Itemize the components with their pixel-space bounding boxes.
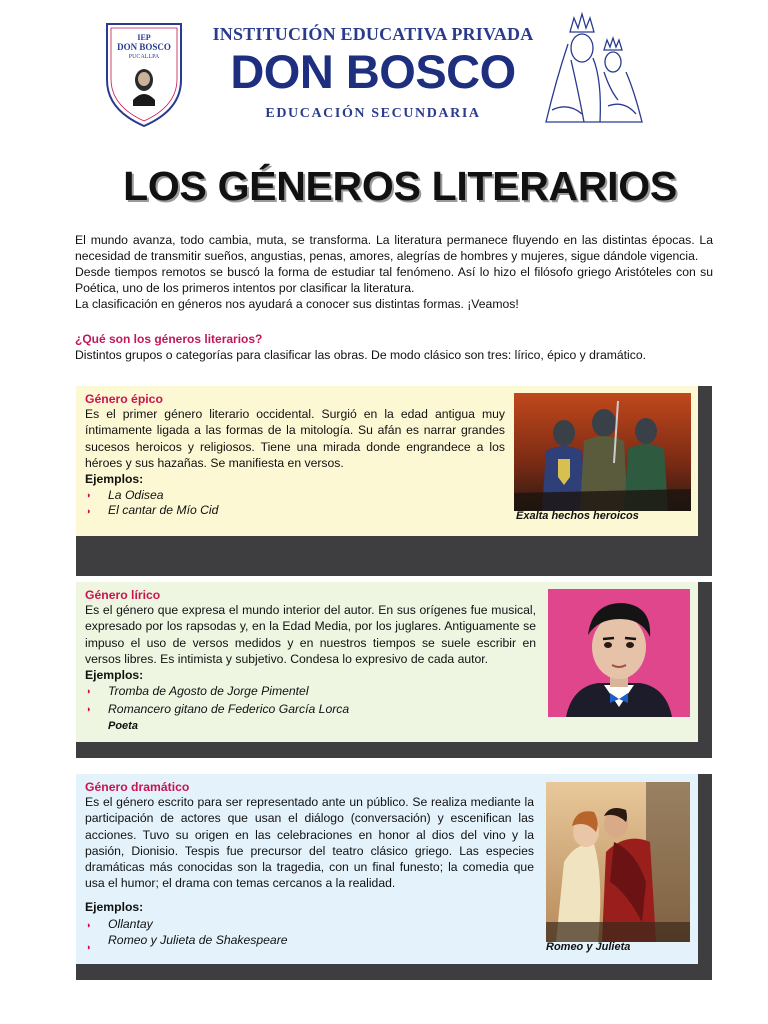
epic-example-1: La Odisea	[108, 488, 164, 502]
bullet-icon: ◗	[86, 490, 92, 500]
epic-image-caption: Exalta hechos heroicos	[516, 510, 639, 522]
drama-examples-label: Ejemplos:	[85, 900, 144, 914]
lyric-title: Género lírico	[85, 588, 161, 602]
epic-example-2: El cantar de Mío Cid	[108, 503, 219, 517]
drama-example-2: Romeo y Julieta de Shakespeare	[108, 933, 288, 947]
drama-image-caption: Romeo y Julieta	[546, 941, 631, 953]
school-shield-logo	[103, 18, 185, 130]
lyric-examples-label: Ejemplos:	[85, 668, 144, 682]
epic-title: Género épico	[85, 392, 163, 406]
shield-line-2: DON BOSCO	[117, 42, 171, 52]
intro-paragraph: Desde tiempos remotos se buscó la forma de estudiar tal fenómeno. Así lo hizo el filósofo griego Aristóteles con su Poética, uno de los primeros intentos por clasificar la literatura.	[75, 265, 713, 295]
intro-paragraph: El mundo avanza, todo cambia, muta, se transforma. La literatura permanece fluyendo en las distintas épocas. La necesidad de transmitir sueños, angustias, penas, amores, alegrías de hombres y mujeres, sigue dándole vigencia.	[75, 233, 713, 263]
shield-line-1: IEP	[137, 33, 151, 42]
drama-description: Es el género escrito para ser representado ante un público. Se realiza mediante la participación de actores que usan el diálogo (conversación) y escenifican las acciones. Tuvo su origen en las celebraciones en honor al dios del vino y la pasión, Dionisio. Tespis fue precursor del teatro clásico griego. Las especies dramáticas más conocidas son la tragedia, con un final funesto; la comedia que usa el humor; el drama con temas cercanos a la realidad.	[85, 795, 534, 891]
lyric-description: Es el género que expresa el mundo interior del autor. En sus orígenes fue musical, expresado por los rapsodas y, en la Edad Media, por los juglares. Antiguamente se impuso el uso de versos medidos y en nuestros tiempos se suele escribir en versos libres. Es intimista y subjetivo. Condesa lo expresivo de cada autor.	[85, 603, 536, 666]
page-title: LOS GÉNEROS LITERARIOS	[123, 163, 677, 209]
intro-text	[75, 232, 713, 312]
lyric-image-caption: Poeta	[108, 720, 138, 732]
epic-description: Es el primer género literario occidental. Surgió en la edad antigua muy íntimamente ligada a las formas de la mitología. Su afán es narrar grandes sucesos heroicos y religiosos. Tiene una mirada donde engrandece a los héroes y sus hazañas. Se manifiesta en versos.	[85, 407, 505, 470]
institution-type: INSTITUCIÓN EDUCATIVA PRIVADA	[212, 24, 534, 44]
bullet-icon: ◗	[86, 704, 92, 714]
bullet-icon: ◗	[86, 942, 92, 952]
epic-genre-section	[76, 386, 698, 536]
bullet-icon: ◗	[86, 686, 92, 696]
romeo-juliet-painting-image	[546, 782, 690, 942]
bullet-icon: ◗	[86, 920, 92, 930]
bullet-icon: ◗	[86, 506, 92, 516]
education-level: EDUCACIÓN SECUNDARIA	[265, 106, 481, 121]
lyric-genre-section	[76, 582, 698, 742]
question-answer: Distintos grupos o categorías para clasificar las obras. De modo clásico son tres: lírico, épico y dramático.	[75, 348, 647, 362]
lyric-example-2: Romancero gitano de Federico García Lorca	[108, 702, 350, 716]
lyric-example-1: Tromba de Agosto de Jorge Pimentel	[108, 684, 309, 698]
drama-title: Género dramático	[85, 780, 190, 794]
question-heading: ¿Qué son los géneros literarios?	[75, 332, 263, 346]
poet-portrait-image	[548, 589, 690, 717]
virgin-and-child-illustration	[538, 10, 648, 128]
drama-example-1: Ollantay	[108, 917, 153, 931]
epic-examples-label: Ejemplos:	[85, 472, 144, 486]
school-name: DON BOSCO	[230, 45, 516, 98]
shield-line-3: PUCALLPA	[128, 54, 160, 60]
drama-genre-section	[76, 774, 698, 964]
intro-paragraph: La clasificación en géneros nos ayudará a conocer sus distintas formas. ¡Veamos!	[75, 297, 519, 311]
knights-image	[514, 393, 691, 511]
